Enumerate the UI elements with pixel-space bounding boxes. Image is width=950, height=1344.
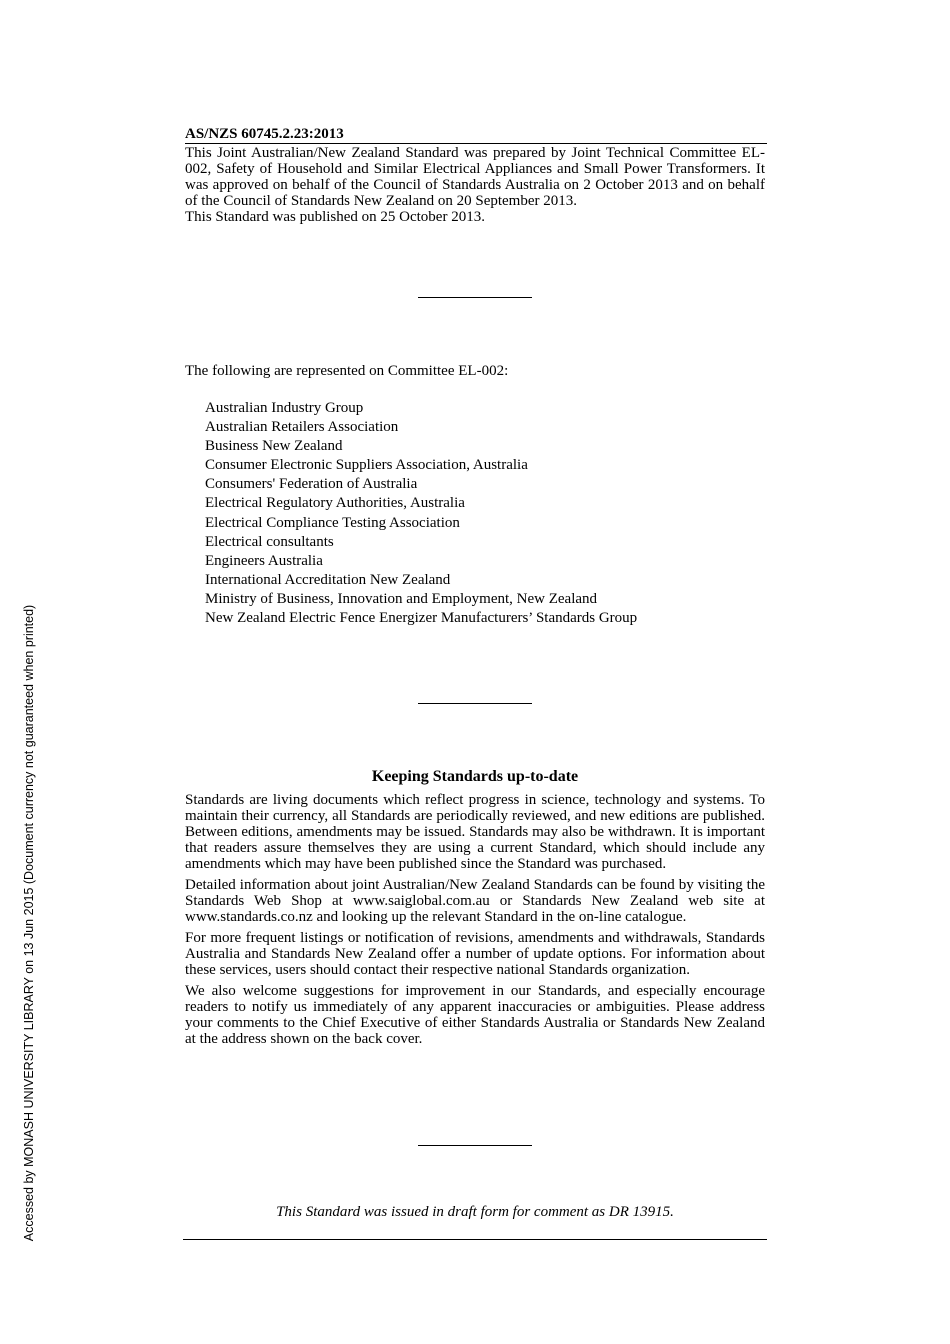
preparation-section (185, 145, 765, 225)
committee-member: Ministry of Business, Innovation and Employment, New Zealand (205, 590, 598, 607)
access-watermark: Accessed by MONASH UNIVERSITY LIBRARY on 13 Jun 2015 (Document currency not guaranteed when printed) (22, 604, 36, 1242)
committee-member: Australian Retailers Association (205, 419, 399, 436)
keeping-paragraph: Standards are living documents which reflect progress in science, technology and systems. To maintain their currency, all Standards are periodically reviewed, and new editions are published. Between editions, amendments may be issued. Standards may also be withdrawn. It is important that readers assure themselves they are using a current Standard, which should include any amendments which may have been published since the Standard was purchased. (185, 792, 765, 872)
committee-member-list (205, 399, 637, 628)
committee-member: Electrical Regulatory Authorities, Australia (205, 495, 465, 512)
committee-member: New Zealand Electric Fence Energizer Manufacturers’ Standards Group (205, 610, 638, 627)
committee-member: Australian Industry Group (205, 400, 364, 416)
draft-note: This Standard was issued in draft form for comment as DR 13915. (276, 1204, 674, 1220)
committee-member: Business New Zealand (205, 438, 343, 455)
footer-rule (183, 1239, 767, 1240)
keeping-paragraph: We also welcome suggestions for improvement in our Standards, and especially encourage readers to notify us immediately of any apparent inaccuracies or ambiguities. Please address your comments to the Chief Executive of either Standards Australia or Standards New Zealand at the address shown on the back cover. (185, 983, 765, 1047)
publication-date: This Standard was published on 25 October 2013. (185, 209, 485, 225)
keeping-standards-title: Keeping Standards up-to-date (371, 768, 579, 785)
committee-member: Electrical Compliance Testing Association (205, 514, 460, 531)
preparation-paragraph: This Joint Australian/New Zealand Standard was prepared by Joint Technical Committee EL-002, Safety of Household and Similar Electrical Appliances and Small Power Transformers. It was approved on behalf of the Council of Standards Australia on 2 October 2013 and on behalf of the Council of Standards New Zealand on 20 September 2013. (185, 145, 765, 209)
keeping-standards-section (185, 792, 765, 1052)
committee-member: Engineers Australia (205, 552, 323, 569)
committee-member: Consumers' Federation of Australia (205, 476, 418, 493)
committee-intro: The following are represented on Committee EL-002: (185, 363, 509, 379)
standard-code: AS/NZS 60745.2.23:2013 (185, 126, 344, 142)
separator-rule (418, 297, 532, 298)
keeping-paragraph: Detailed information about joint Australian/New Zealand Standards can be found by visiting the Standards Web Shop at www.saiglobal.com.au or Standards New Zealand web site at www.standards.co.nz and looking up the relevant Standard in the on-line catalogue. (185, 877, 765, 925)
header-rule (185, 143, 767, 144)
keeping-paragraph: For more frequent listings or notification of revisions, amendments and withdrawals, Standards Australia and Standards New Zealand offer a number of update options. For information about these services, users should contact their respective national Standards organization. (185, 930, 765, 978)
separator-rule (418, 1145, 532, 1146)
committee-member: Electrical consultants (205, 533, 334, 550)
committee-member: Consumer Electronic Suppliers Association, Australia (205, 457, 528, 474)
separator-rule (418, 703, 532, 704)
committee-member: International Accreditation New Zealand (205, 571, 451, 588)
